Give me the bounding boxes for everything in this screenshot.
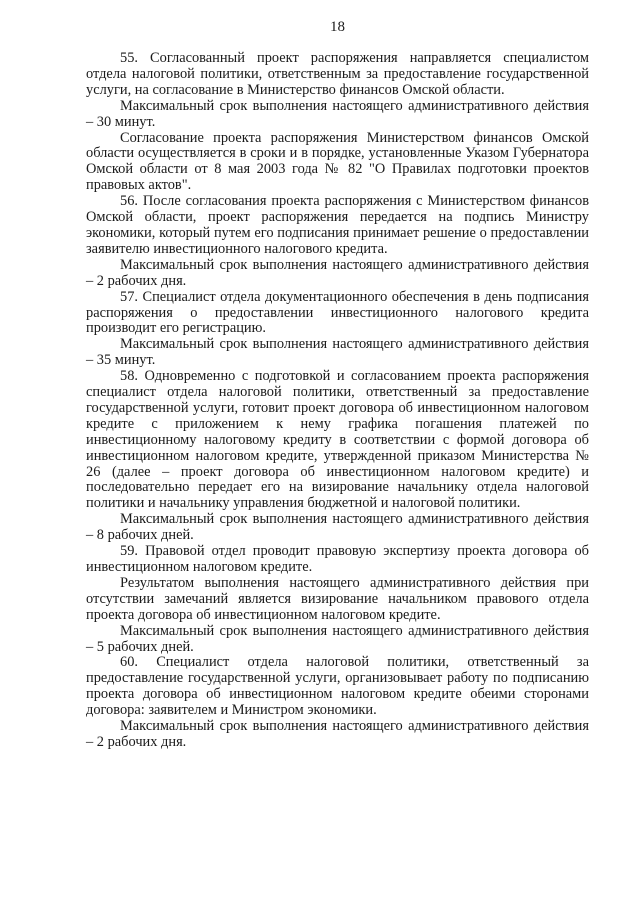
paragraph-58: 58. Одновременно с подготовкой и согласованием проекта распоряжения специалист отдела налоговой политики, ответственный за предоставление государственной услуги, готовит проект договора об инвестиционном налоговом кредите с приложением к нему графика погашения платежей по инвестиционному налоговому кредиту в соответствии с формой договора об инвестиционном налоговом кредите, утвержденной приказом Министерства № 26 (далее – проект договора об инвестиционном налоговом кредите) и последовательно передает его на визирование начальнику отдела налоговой политики и начальнику управления бюджетной и налоговой политики. [86,368,589,512]
document-body [86,51,589,751]
paragraph-60-deadline: Максимальный срок выполнения настоящего административного действия – 2 рабочих дня. [86,718,589,750]
paragraph-57-deadline: Максимальный срок выполнения настоящего административного действия – 35 минут. [86,336,589,369]
paragraph-56: 56. После согласования проекта распоряжения с Министерством финансов Омской области, проект распоряжения передается на подпись Министру экономики, который путем его подписания принимает решение о предоставлении заявителю инвестиционного налогового кредита. [86,193,589,257]
paragraph-58-deadline: Максимальный срок выполнения настоящего административного действия – 8 рабочих дней. [86,511,589,544]
paragraph-55-deadline: Максимальный срок выполнения настоящего административного действия – 30 минут. [86,97,589,130]
paragraph-60: 60. Специалист отдела налоговой политики, ответственный за предоставление государственной услуги, организовывает работу по подписанию проекта договора об инвестиционном налоговом кредите обеими сторонами договора: заявителем и Министром экономики. [86,654,589,719]
paragraph-59-deadline: Максимальный срок выполнения настоящего административного действия – 5 рабочих дней. [86,622,589,655]
paragraph-59-result: Результатом выполнения настоящего административного действия при отсутствии замечаний является визирование начальником правового отдела проекта договора об инвестиционном налоговом кредите. [86,574,589,623]
paragraph-59: 59. Правовой отдел проводит правовую экспертизу проекта договора об инвестиционном налоговом кредите. [86,543,589,575]
paragraph-55-approval: Согласование проекта распоряжения Министерством финансов Омской области осуществляется в сроки и в порядке, установленные Указом Губернатора Омской области от 8 мая 2003 года № 82 "О Правилах подготовки проектов правовых актов". [86,129,589,194]
paragraph-56-deadline: Максимальный срок выполнения настоящего административного действия – 2 рабочих дня. [86,256,589,289]
paragraph-55: 55. Согласованный проект распоряжения направляется специалистом отдела налоговой политики, ответственным за предоставление государственной услуги, на согласование в Министерство финансов Омской области. [86,50,589,98]
page-number: 18 [330,19,345,35]
paragraph-57: 57. Специалист отдела документационного обеспечения в день подписания распоряжения о предоставлении инвестиционного налогового кредита производит его регистрацию. [86,288,589,337]
